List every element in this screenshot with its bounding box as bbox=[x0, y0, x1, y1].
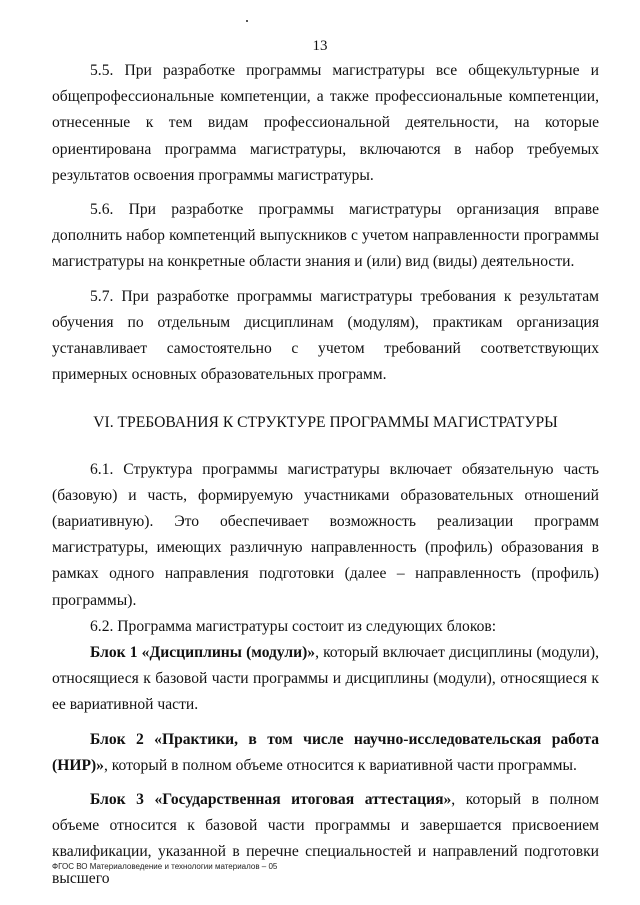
paragraph-6-1: 6.1. Структура программы магистратуры включает обязательную часть (базовую) и часть, формируемую участниками образовательных отношений (вариативную). Это обеспечивает возможность реализации программ магистратуры, имеющих различную направленность (профиль) образования в рамках одного направления подготовки (далее – направленность (профиль) программы). bbox=[52, 460, 599, 609]
paragraph-5-7: 5.7. При разработке программы магистратуры требования к результатам обучения по отдельным дисциплинам (модулям), практикам организация устанавливает самостоятельно с учетом требований соответствующих примерных основных образовательных программ. bbox=[52, 287, 599, 384]
paragraph-5-6: 5.6. При разработке программы магистратуры организация вправе дополнить набор компетенций выпускников с учетом направленности программы магистратуры на конкретные области знания и (или) вид (виды) деятельности. bbox=[52, 201, 599, 271]
block-2-text: , который в полном объеме относится к вариативной части программы. bbox=[103, 756, 577, 774]
block-1-paragraph bbox=[52, 640, 599, 719]
block-3-title: Блок 3 «Государственная итоговая аттестация» bbox=[90, 791, 452, 809]
document-body bbox=[52, 58, 599, 892]
block-1-title: Блок 1 «Дисциплины (модули)» bbox=[90, 644, 316, 662]
page-number: 13 bbox=[312, 38, 328, 54]
block-3-paragraph bbox=[52, 787, 599, 892]
block-2-paragraph bbox=[52, 727, 599, 779]
paragraph-6-2: 6.2. Программа магистратуры состоит из следующих блоков: bbox=[90, 617, 497, 635]
block-3-text: , который в полном объеме относится к базовой части программы и завершается присвоением квалификации, указанной в перечне специальностей и направлений подготовки высшего bbox=[52, 791, 599, 887]
scan-speck bbox=[246, 20, 248, 22]
page-footer: ФГОС ВО Материаловедение и технологии материалов – 05 bbox=[52, 862, 278, 871]
section-heading: VI. ТРЕБОВАНИЯ К СТРУКТУРЕ ПРОГРАММЫ МАГИСТРАТУРЫ bbox=[93, 414, 558, 432]
block-1-text: , который включает дисциплины (модули), относящиеся к базовой части программы и дисциплины (модули), относящиеся к ее вариативной части. bbox=[52, 644, 599, 714]
paragraph-5-5: 5.5. При разработке программы магистратуры все общекультурные и общепрофессиональные компетенции, а также профессиональные компетенции, отнесенные к тем видам профессиональной деятельности, на которые ориентирована программа магистратуры, включаются в набор требуемых результатов освоения программы магистратуры. bbox=[52, 62, 599, 184]
block-2-title: Блок 2 «Практики, в том числе научно-исследовательская работа (НИР)» bbox=[52, 730, 599, 774]
